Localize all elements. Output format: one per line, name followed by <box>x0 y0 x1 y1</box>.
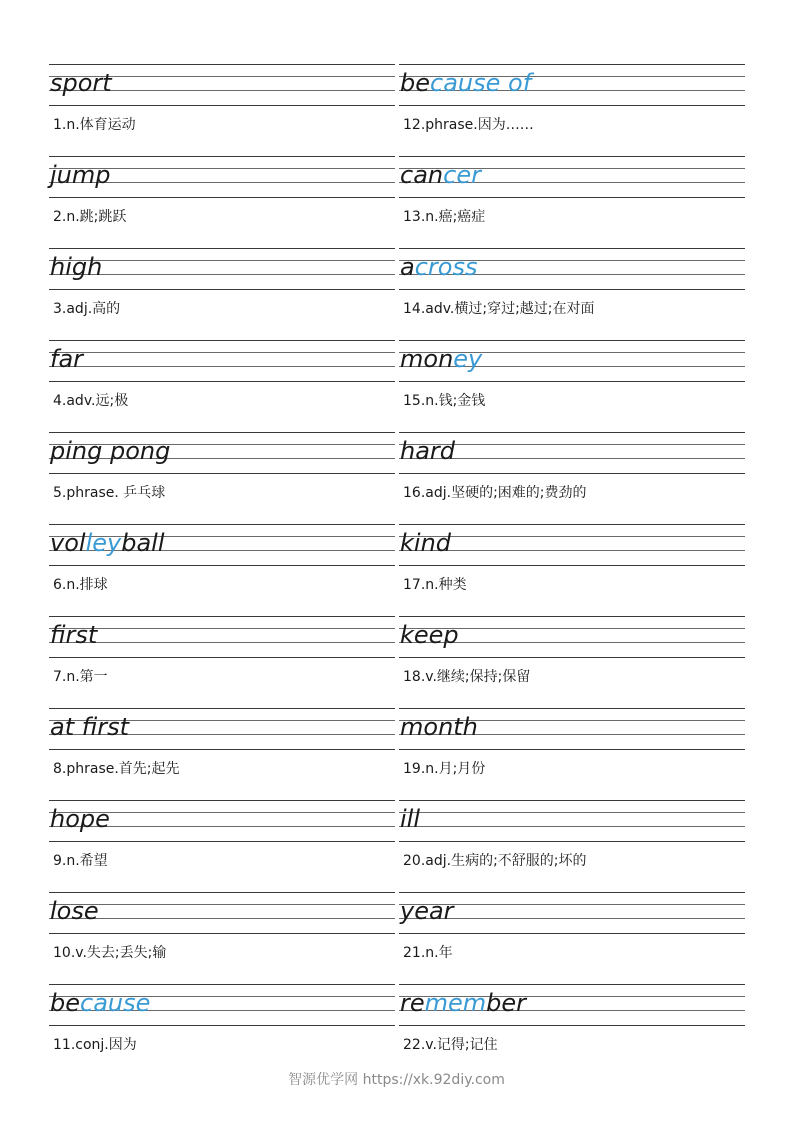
highlighted-syllable: cer <box>443 161 481 189</box>
vocab-word <box>50 344 83 374</box>
word-syllable: a <box>400 253 415 281</box>
vocab-meaning: 8.phrase.首先;起先 <box>53 761 180 777</box>
ruled-line <box>399 657 745 658</box>
ruled-line <box>49 197 395 198</box>
vocab-entry <box>399 984 745 1076</box>
ruled-line <box>399 197 745 198</box>
word-syllable: vol <box>50 529 86 557</box>
ruled-line <box>49 289 395 290</box>
vocab-entry <box>399 616 745 708</box>
ruled-line <box>399 156 745 157</box>
vocab-entry <box>49 156 395 248</box>
vocab-meaning: 15.n.钱;金钱 <box>403 393 486 409</box>
word-syllable: keep <box>400 621 459 649</box>
word-syllable: re <box>400 989 425 1017</box>
vocab-word <box>50 804 110 834</box>
word-syllable: hope <box>50 805 110 833</box>
vocab-entry <box>399 340 745 432</box>
ruled-line <box>49 565 395 566</box>
vocab-word <box>400 896 454 926</box>
vocab-meaning: 2.n.跳;跳跃 <box>53 209 127 225</box>
vocab-word <box>50 68 112 98</box>
vocab-meaning: 7.n.第一 <box>53 669 108 685</box>
ruled-line <box>399 340 745 341</box>
vocab-meaning: 11.conj.因为 <box>53 1037 137 1053</box>
vocab-entry <box>399 524 745 616</box>
highlighted-syllable: cause of <box>430 69 532 97</box>
ruled-line <box>49 749 395 750</box>
word-syllable: jump <box>50 161 111 189</box>
vocab-entry <box>49 432 395 524</box>
highlighted-syllable: ey <box>453 345 483 373</box>
vocab-entry <box>49 524 395 616</box>
ruled-line <box>399 749 745 750</box>
word-syllable: at first <box>50 713 130 741</box>
ruled-line <box>49 800 395 801</box>
word-syllable: year <box>400 897 454 925</box>
ruled-line <box>399 289 745 290</box>
vocab-word <box>400 988 526 1018</box>
vocab-word <box>400 160 481 190</box>
vocab-meaning: 5.phrase. 乒乓球 <box>53 485 166 501</box>
footer-watermark: 智源优学网 https://xk.92diy.com <box>288 1072 505 1088</box>
word-syllable: ping pong <box>50 437 171 465</box>
word-syllable: month <box>400 713 478 741</box>
vocab-meaning: 6.n.排球 <box>53 577 108 593</box>
ruled-line <box>399 105 745 106</box>
ruled-line <box>399 381 745 382</box>
vocab-meaning: 13.n.癌;癌症 <box>403 209 486 225</box>
vocab-meaning: 1.n.体育运动 <box>53 117 136 133</box>
ruled-line <box>399 892 745 893</box>
ruled-line <box>399 524 745 525</box>
ruled-line <box>49 156 395 157</box>
vocab-entry <box>49 616 395 708</box>
vocab-word <box>400 620 459 650</box>
ruled-line <box>49 1025 395 1026</box>
ruled-line <box>49 64 395 65</box>
ruled-line <box>49 381 395 382</box>
ruled-line <box>399 826 745 827</box>
vocab-word <box>50 252 102 282</box>
word-syllable: sport <box>50 69 112 97</box>
vocab-meaning: 17.n.种类 <box>403 577 467 593</box>
ruled-line <box>399 565 745 566</box>
ruled-line <box>49 352 395 353</box>
vocab-meaning: 18.v.继续;保持;保留 <box>403 669 531 685</box>
vocab-word <box>50 436 170 466</box>
ruled-line <box>399 473 745 474</box>
word-syllable: far <box>50 345 84 373</box>
ruled-line <box>399 812 745 813</box>
highlighted-syllable: mem <box>424 989 487 1017</box>
word-syllable: mon <box>400 345 454 373</box>
ruled-line <box>49 657 395 658</box>
vocab-entry <box>399 708 745 800</box>
word-syllable: ill <box>400 805 421 833</box>
ruled-line <box>49 524 395 525</box>
ruled-line <box>49 105 395 106</box>
ruled-line <box>399 933 745 934</box>
ruled-line <box>49 918 395 919</box>
vocab-word <box>400 344 482 374</box>
vocab-meaning: 9.n.希望 <box>53 853 108 869</box>
vocab-word <box>50 712 129 742</box>
word-syllable: first <box>50 621 98 649</box>
ruled-line <box>49 708 395 709</box>
vocab-entry <box>49 892 395 984</box>
ruled-line <box>399 800 745 801</box>
vocab-meaning: 22.v.记得;记住 <box>403 1037 498 1053</box>
vocab-word <box>400 252 477 282</box>
vocab-word <box>400 804 420 834</box>
writing-lines <box>49 340 395 382</box>
ruled-line <box>49 628 395 629</box>
vocab-entry <box>399 64 745 156</box>
ruled-line <box>49 933 395 934</box>
ruled-line <box>399 64 745 65</box>
ruled-line <box>49 432 395 433</box>
ruled-line <box>399 616 745 617</box>
vocab-meaning: 19.n.月;月份 <box>403 761 486 777</box>
vocab-meaning: 12.phrase.因为…… <box>403 117 534 133</box>
ruled-line <box>399 708 745 709</box>
ruled-line <box>49 248 395 249</box>
vocab-word <box>400 528 451 558</box>
vocab-meaning: 21.n.年 <box>403 945 453 961</box>
writing-lines <box>49 616 395 658</box>
ruled-line <box>49 642 395 643</box>
ruled-line <box>399 984 745 985</box>
word-syllable: ber <box>486 989 527 1017</box>
vocab-meaning: 14.adv.横过;穿过;越过;在对面 <box>403 301 595 317</box>
ruled-line <box>399 432 745 433</box>
vocab-entry <box>49 800 395 892</box>
vocab-word <box>50 620 97 650</box>
word-syllable: can <box>400 161 444 189</box>
ruled-line <box>49 984 395 985</box>
vocab-entry <box>49 64 395 156</box>
word-syllable: lose <box>50 897 99 925</box>
vocab-entry <box>49 984 395 1076</box>
word-syllable: kind <box>400 529 452 557</box>
ruled-line <box>399 841 745 842</box>
ruled-line <box>49 473 395 474</box>
vocab-entry <box>399 432 745 524</box>
vocab-entry <box>49 248 395 340</box>
word-syllable: ball <box>121 529 165 557</box>
ruled-line <box>399 248 745 249</box>
ruled-line <box>49 904 395 905</box>
vocab-meaning: 20.adj.生病的;不舒服的;坏的 <box>403 853 587 869</box>
vocab-meaning: 4.adv.远;极 <box>53 393 129 409</box>
ruled-line <box>49 340 395 341</box>
ruled-line <box>49 616 395 617</box>
ruled-line <box>49 366 395 367</box>
highlighted-syllable: cross <box>414 253 478 281</box>
writing-lines <box>49 892 395 934</box>
writing-lines <box>399 800 745 842</box>
vocab-entry <box>399 156 745 248</box>
vocab-word <box>50 160 111 190</box>
ruled-line <box>49 892 395 893</box>
vocab-meaning: 16.adj.坚硬的;困难的;费劲的 <box>403 485 587 501</box>
word-syllable: high <box>50 253 103 281</box>
vocab-word <box>400 712 478 742</box>
vocab-entry <box>399 800 745 892</box>
vocab-entry <box>49 708 395 800</box>
vocab-entry <box>399 892 745 984</box>
vocab-word <box>50 896 99 926</box>
vocab-meaning: 3.adj.高的 <box>53 301 121 317</box>
highlighted-syllable: ley <box>85 529 122 557</box>
ruled-line <box>49 841 395 842</box>
vocab-meaning: 10.v.失去;丢失;输 <box>53 945 167 961</box>
word-syllable: be <box>50 989 80 1017</box>
vocab-entry <box>399 248 745 340</box>
vocab-word <box>50 528 164 558</box>
highlighted-syllable: cause <box>80 989 151 1017</box>
vocab-word <box>400 436 455 466</box>
word-syllable: hard <box>400 437 456 465</box>
vocab-entry <box>49 340 395 432</box>
vocab-word <box>50 988 150 1018</box>
ruled-line <box>399 1025 745 1026</box>
word-syllable: be <box>400 69 430 97</box>
vocab-word <box>400 68 531 98</box>
